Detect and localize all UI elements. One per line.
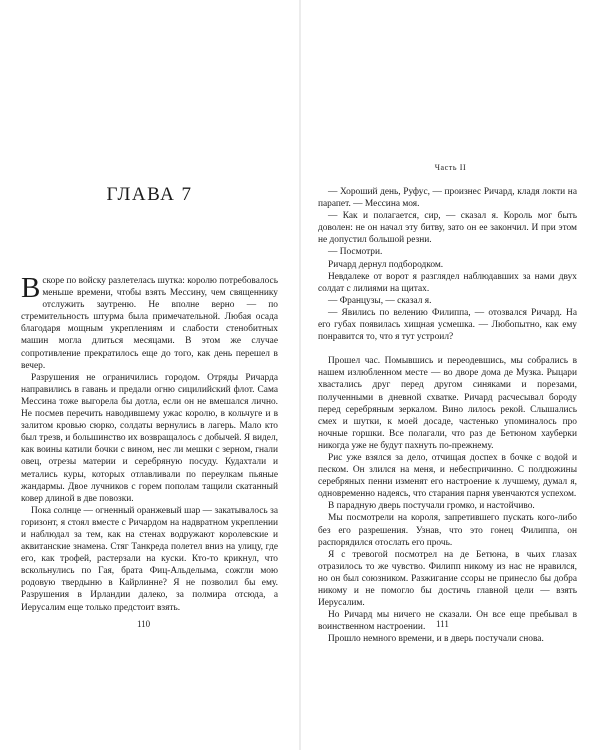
right-line: Прошло немного времени, и в дверь постучали снова. [328,634,544,645]
right-line: Рис уже взялся за дело, отчищая доспех в бочке с водой и песком. Он злился на меня, и небеспричинно. С полдюжины серебряных пенни изменят его настроение к лучшему, думал я, одновременно надеясь, что старания парня увенчаются успехом. [318,452,577,500]
right-line: Ричард дернул подбородком. [328,259,444,270]
section-break [318,343,577,355]
right-line: — Французы, — сказал я. [328,295,432,306]
running-head: Часть II [434,163,467,172]
page-number-left: 110 [137,619,151,629]
right-page [301,0,600,750]
page-number-right: 111 [436,619,449,629]
right-line: Невдалеке от ворот я разглядел наблюдавших за нами двух солдат с лилиями на щитах. [318,271,577,294]
right-line: — Как и полагается, сир, — сказал я. Король мог быть доволен: не он начал эту битву, зато он ее закончил. И при этом не допустил большой резни. [318,211,577,246]
right-line: — Хороший день, Руфус, — произнес Ричард, кладя локти на парапет. — Мессина моя. [318,187,577,210]
paragraph-1 [21,272,278,372]
right-line: Но Ричард мы ничего не сказали. Он все еще пребывал в воинственном настроении. [318,610,577,633]
right-line: Мы посмотрели на короля, запретившего пускать кого-либо без его разрешения. Узнав, что это гонец Филиппа, он распорядился отослать его прочь. [318,513,577,548]
paragraph-3: Пока солнце — огненный оранжевый шар — закатывалось за горизонт, я стоял вместе с Ричардом на надвратном укреплении и наблюдал за тем, как на стенах водружают королевские и аквитанские знамена. Стяг Танкреда полетел вниз на улицу, где его, как трофей, растерзали на куски. Кто-то крикнул, что вскольнулись по Гая, брата Фиц-Альделыма, сожгли мою родовую твердыню в Кайрлинне? Я не позволил бы ему. Разрушения в Ирландии далеко, за полмира отсюда, а Иерусалим еще только предстоит взять. [21,505,278,613]
left-page [0,0,299,750]
right-line: Я с тревогой посмотрел на де Бетюна, в чьих глазах отразилось то же чувство. Филипп никому из нас не нравился, но он был союзником. Разжигание ссоры не принесло бы добра никому и не помогло бы достичь главной цели — взять Иерусалим. [318,549,577,609]
right-line: — Явились по велению Филиппа, — отозвался Ричард. На его губах появилась хищная усмешка. — Любопытно, как ему понравится то, что я тут устроил? [318,307,577,343]
right-line: Прошел час. Помывшись и переодевшись, мы собрались в нашем излюбленном месте — во дворе дома де Музка. Рыцари хвастались друг перед другом синяками и порезами, полученными в дневной схватке. Ричард расчесывал бороду перед серебряным зеркалом. Вино лилось рекой. Слышались смех и шутки, к моей досаде, частенько упоминалось про ночные горшки. Все полагали, что раз де Бетюном хауберки никогда уже не будут пахнуть по-прежнему. [318,356,577,451]
paragraph-2: Разрушения не ограничились городом. Отряды Ричарда направились в гавань и предали огню сицилийский флот. Сама Мессина тоже выгорела бы дотла, если он не вмешался лично. Не посмев перечить наводившему ужас королю, в кольчуге и в залитом кровью сюрко, солдаты вернулись в лагерь. Мало кто был трезв, и большинство их возвращалось с добычей. Я видел, как воины катили бочки с вином, нес ли мешки с зерном, гнали овец, отрезы материи и серебряную посуду. Кудахтали и метались куры, которых отлавливали по переулкам пьяные жандармы. Двое лучников с горем пополам тащили скатанный ковер длиной в две повозки. [21,372,278,504]
right-page-text [318,186,577,645]
left-page-text [21,272,278,614]
right-line: В парадную дверь постучали громко, и настойчиво. [328,501,535,512]
right-line: — Посмотри. [328,247,383,258]
chapter-title: ГЛАВА 7 [106,184,193,205]
paragraph-1-text: скоре по войску разлетелась шутка: королю потребовалось меньше времени, чтобы взять Мессину, чем священнику отслужить заутреню. Не вполне верно — по стремительность штурма была примечательной. Любая осада благодаря мощным укреплениям и слабости стенобитных машин могла длиться месяцами. В этом же случае сопротивление прекратилось еще до того, как день перешел в вечер. [21,276,278,371]
drop-cap: В [21,272,41,304]
